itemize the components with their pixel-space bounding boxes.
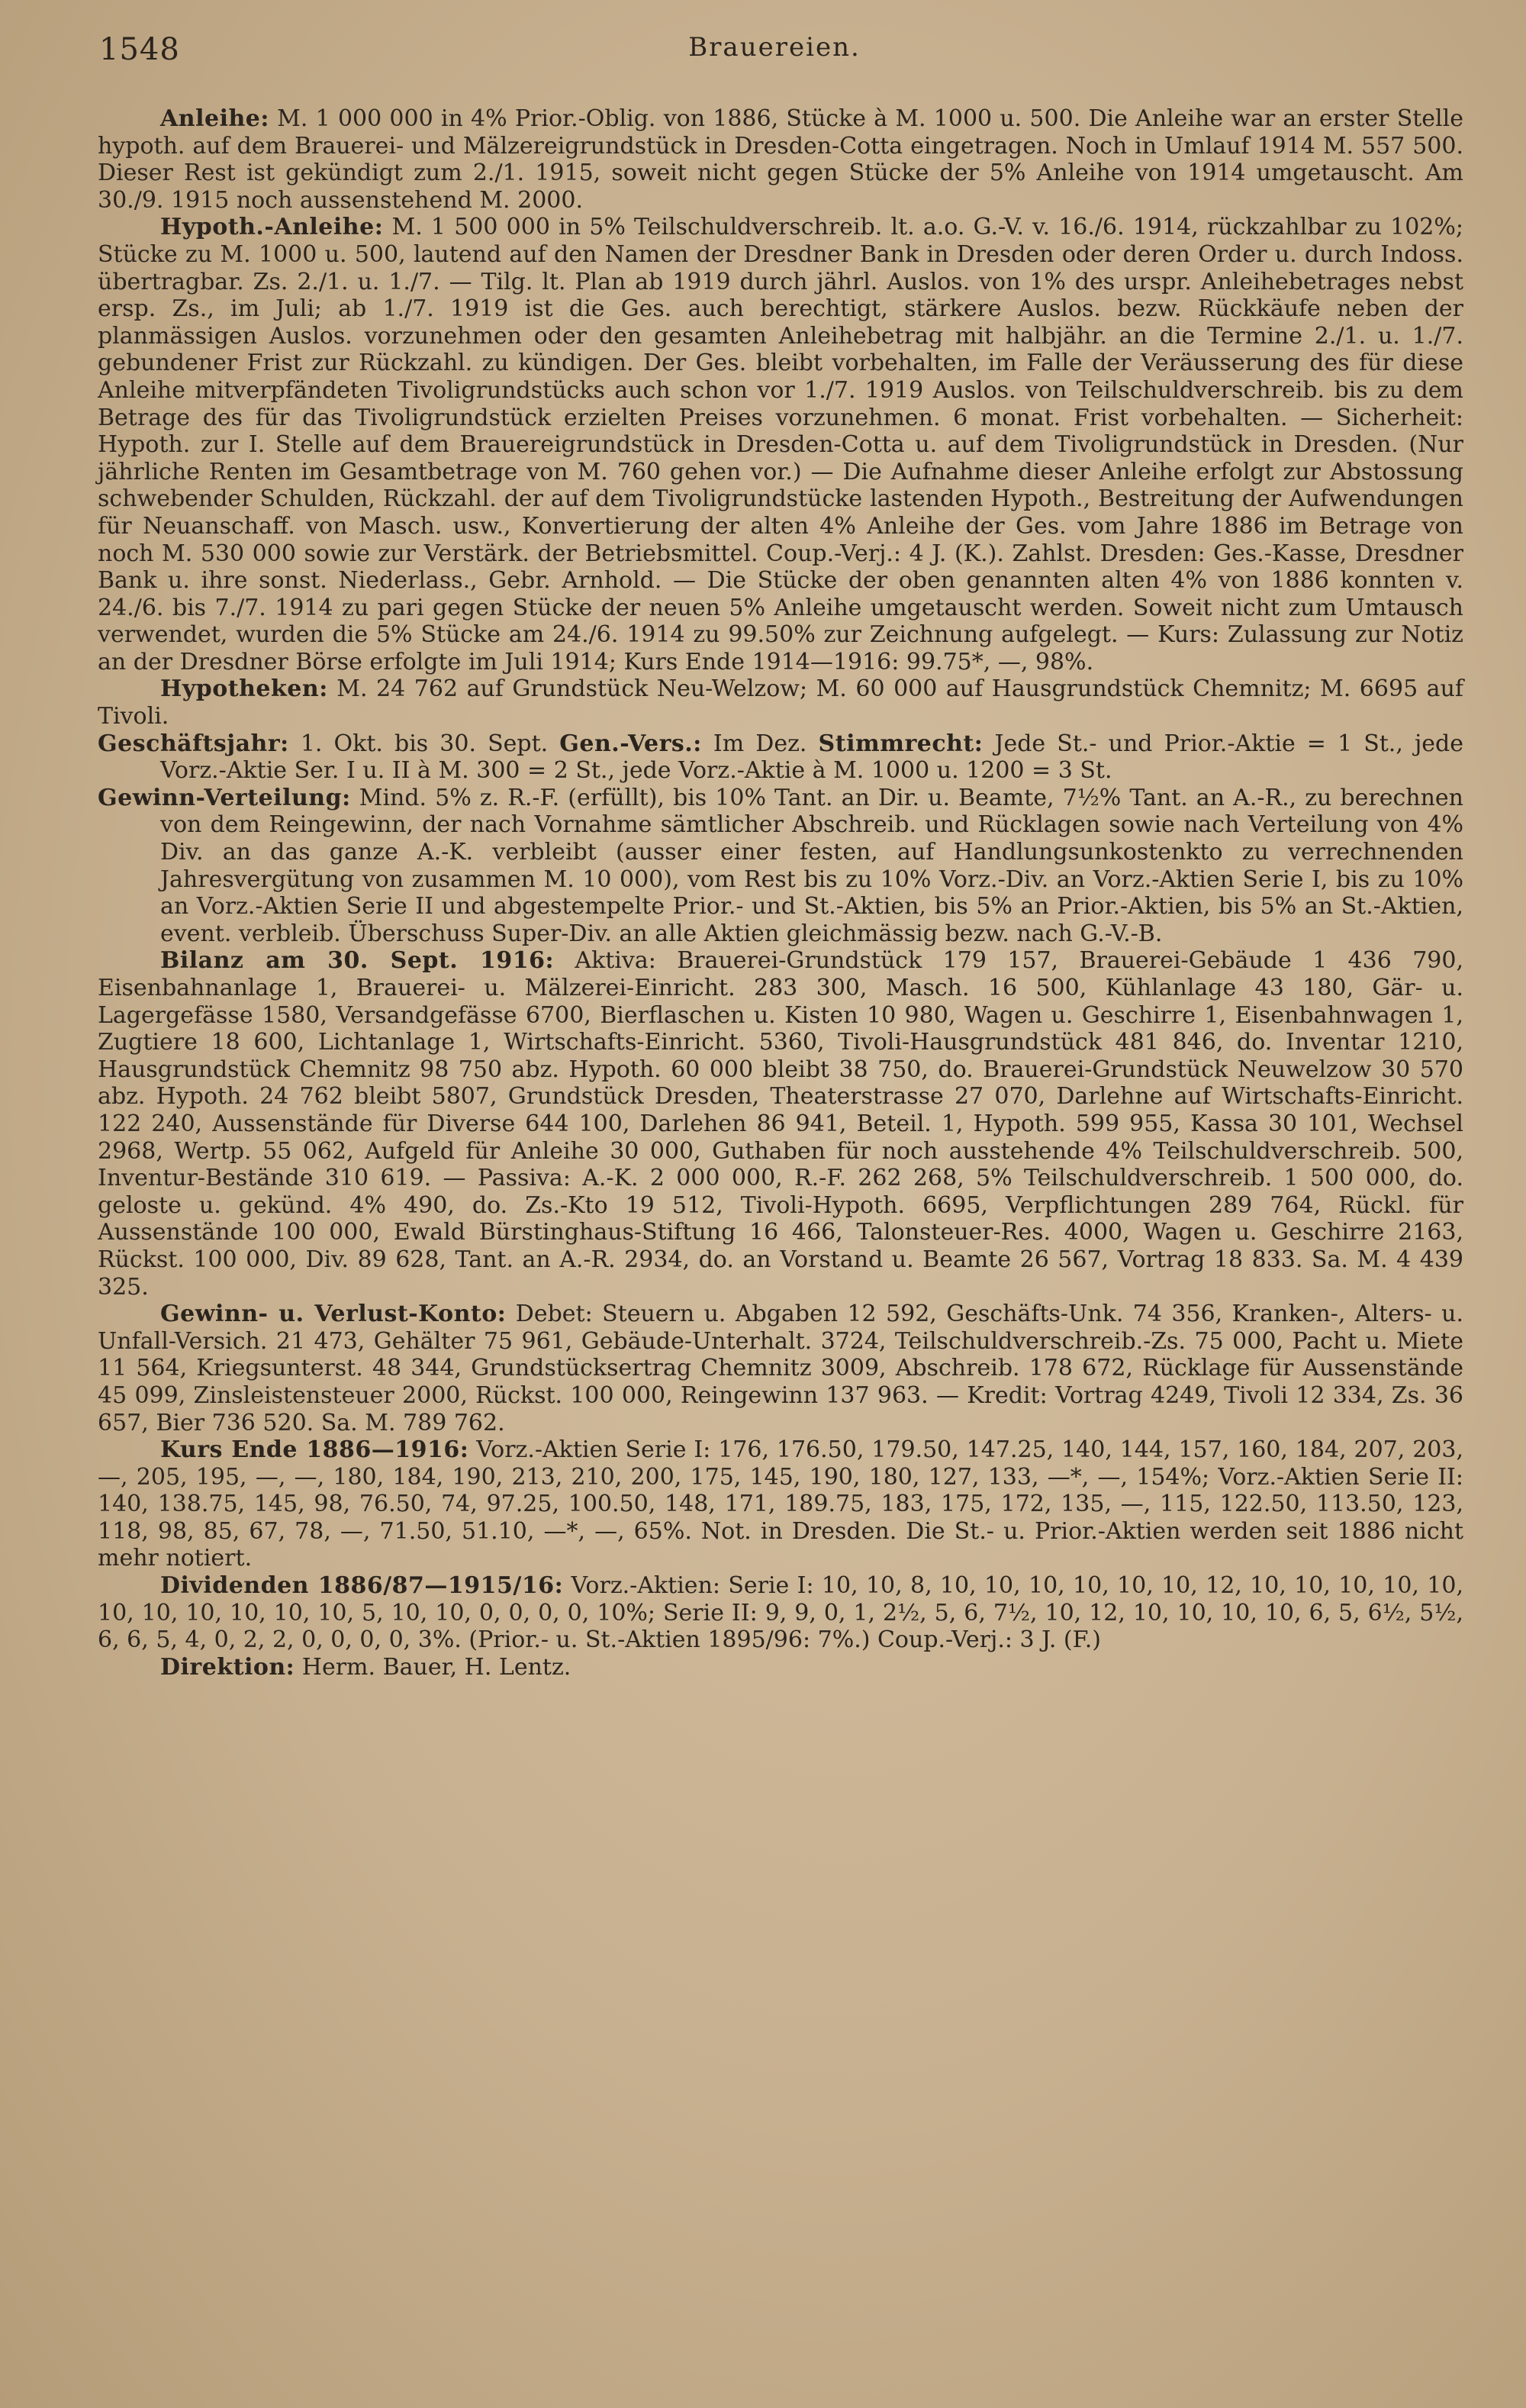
section-anleihe xyxy=(98,105,1463,214)
section-geschaeftsjahr xyxy=(98,730,1463,785)
section-text: Aktiva: Brauerei-Grundstück 179 157, Brauerei-Gebäude 1 436 790, Eisenbahnanlage 1, Brauerei- u. Mälzerei-Einricht. 283 300, Masch. 16 500, Kühlanlage 43 180, Gär- u. Lagergefässe 1580, Versandgefässe 6700, Bierflaschen u. Kisten 10 980, Wagen u. Geschirre 1, Eisenbahnwagen 1, Zugtiere 18 600, Lichtanlage 1, Wirtschafts-Einricht. 5360, Tivoli-Hausgrundstück 481 846, do. Inventar 1210, Hausgrundstück Chemnitz 98 750 abz. Hypoth. 60 000 bleibt 38 750, do. Brauerei-Grundstück Neuwelzow 30 570 abz. Hypoth. 24 762 bleibt 5807, Grundstück Dresden, Theaterstrasse 27 070, Darlehne auf Wirtschafts-Einricht. 122 240, Aussenstände für Diverse 644 100, Darlehen 86 941, Beteil. 1, Hypoth. 599 955, Kassa 30 101, Wechsel 2968, Wertp. 55 062, Aufgeld für Anleihe 30 000, Guthaben für noch ausstehende 4% Teilschuldverschreib. 500, Inventur-Bestände 310 619. — Passiva: A.-K. 2 000 000, R.-F. 262 268, 5% Teilschuldverschreib. 1 500 000, do. geloste u. gekünd. 4% 490, do. Zs.-Kto 19 512, Tivoli-Hypoth. 6695, Verpflichtungen 289 764, Rückl. für Aussenstände 100 000, Ewald Bürstinghaus-Stiftung 16 466, Talonsteuer-Res. 4000, Wagen u. Geschirre 2163, Rückst. 100 000, Div. 89 628, Tant. an A.-R. 2934, do. an Vorstand u. Beamte 26 567, Vortrag 18 833. Sa. M. 4 439 325. xyxy=(98,947,1463,1301)
section-heading: Gewinn- u. Verlust-Konto: xyxy=(160,1301,507,1328)
section-text: 1. Okt. bis 30. Sept. xyxy=(288,730,560,757)
section-text: Vorz.-Aktien Serie I: 176, 176.50, 179.50, 147.25, 140, 144, 157, 160, 184, 207, 203, —, 205, 195, —, —, 180, 184, 190, 213, 210, 200, 175, 145, 190, 180, 127, 133, —*, —, 154%; Vorz.-Aktien Serie II: 140, 138.75, 145, 98, 76.50, 74, 97.25, 100.50, 148, 171, 189.75, 183, 175, 172, 135, —, 115, 122.50, 113.50, 123, 118, 98, 85, 67, 78, —, 71.50, 51.10, —*, —, 65%. Not. in Dresden. Die St.- u. Prior.-Aktien werden seit 1886 nicht mehr notiert. xyxy=(98,1436,1463,1572)
section-heading: Direktion: xyxy=(160,1653,295,1681)
section-heading: Hypoth.-Anleihe: xyxy=(160,214,384,241)
section-gewinn-verteilung xyxy=(98,785,1463,948)
section-heading: Bilanz am 30. Sept. 1916: xyxy=(160,947,555,975)
section-heading: Geschäftsjahr: xyxy=(98,730,289,757)
section-direktion xyxy=(98,1654,1463,1681)
section-text-stimmrecht: Jede St.- und Prior.-Aktie = 1 St., jede Vorz.-Aktie Ser. I u. II à M. 300 = 2 St., jede Vorz.-Aktie à M. 1000 u. 1200 = 3 St. xyxy=(160,730,1463,785)
section-text: Vorz.-Aktien: Serie I: 10, 10, 8, 10, 10, 10, 10, 10, 10, 12, 10, 10, 10, 10, 10, 10, 10, 10, 10, 10, 10, 5, 10, 10, 0, 0, 0, 0, 10%; Serie II: 9, 9, 0, 1, 2½, 5, 6, 7½, 10, 12, 10, 10, 10, 10, 6, 5, 6½, 5½, 6, 6, 5, 4, 0, 2, 2, 0, 0, 0, 0, 3%. (Prior.- u. St.-Aktien 1895/96: 7%.) Coup.-Verj.: 3 J. (F.) xyxy=(98,1572,1463,1654)
section-text: Debet: Steuern u. Abgaben 12 592, Geschäfts-Unk. 74 356, Kranken-, Alters- u. Unfall-Versich. 21 473, Gehälter 75 961, Gebäude-Unterhalt. 3724, Teilschuldverschreib.-Zs. 75 000, Pacht u. Miete 11 564, Kriegsunterst. 48 344, Grundstücksertrag Chemnitz 3009, Abschreib. 178 672, Rücklage für Aussenstände 45 099, Zinsleistensteuer 2000, Rückst. 100 000, Reingewinn 137 963. — Kredit: Vortrag 4249, Tivoli 12 334, Zs. 36 657, Bier 736 520. Sa. M. 789 762. xyxy=(98,1301,1463,1436)
section-text: M. 1 000 000 in 4% Prior.-Oblig. von 1886, Stücke à M. 1000 u. 500. Die Anleihe war an erster Stelle hypoth. auf dem Brauerei- und Mälzereigrundstück in Dresden-Cotta eingetragen. Noch in Umlauf 1914 M. 557 500. Dieser Rest ist gekündigt zum 2./1. 1915, soweit nicht gegen Stücke der 5% Anleihe von 1914 umgetauscht. Am 30./9. 1915 noch aussenstehend M. 2000. xyxy=(98,105,1463,214)
page-header xyxy=(99,32,1450,75)
running-title: Brauereien. xyxy=(688,32,861,63)
section-text: M. 24 762 auf Grundstück Neu-Welzow; M. 60 000 auf Hausgrundstück Chemnitz; M. 6695 auf Tivoli. xyxy=(98,675,1463,730)
page-number: 1548 xyxy=(99,32,180,67)
section-heading: Gewinn-Verteilung: xyxy=(98,784,351,811)
section-subheading-stimmrecht: Stimmrecht: xyxy=(818,730,984,757)
section-kurs xyxy=(98,1436,1463,1572)
section-text: Herm. Bauer, H. Lentz. xyxy=(295,1653,571,1681)
document-body xyxy=(98,105,1463,1681)
section-dividenden xyxy=(98,1572,1463,1654)
section-bilanz xyxy=(98,947,1463,1301)
section-hypotheken xyxy=(98,675,1463,730)
section-gewinn-verlust xyxy=(98,1301,1463,1436)
section-text: Mind. 5% z. R.-F. (erfüllt), bis 10% Tant. an Dir. u. Beamte, 7½% Tant. an A.-R., zu berechnen von dem Reingewinn, der nach Vornahme sämtlicher Abschreib. und Rücklagen sowie nach Verteilung von 4% Div. an das ganze A.-K. verbleibt (ausser einer festen, auf Handlungsunkostenkto zu verrechnenden Jahresvergütung von zusammen M. 10 000), vom Rest bis zu 10% Vorz.-Div. an Vorz.-Aktien Serie I, bis zu 10% an Vorz.-Aktien Serie II und abgestempelte Prior.- und St.-Aktien, bis 5% an Prior.-Aktien, bis 5% an St.-Aktien, event. verbleib. Überschuss Super-Div. an alle Aktien gleichmässig bezw. nach G.-V.-B. xyxy=(160,784,1463,947)
section-text: M. 1 500 000 in 5% Teilschuldverschreib. lt. a.o. G.-V. v. 16./6. 1914, rückzahlbar zu 102%; Stücke zu M. 1000 u. 500, lautend auf den Namen der Dresdner Bank in Dresden oder deren Order u. durch Indoss. übertragbar. Zs. 2./1. u. 1./7. — Tilg. lt. Plan ab 1919 durch jährl. Auslos. von 1% des urspr. Anleihebetrages nebst ersp. Zs., im Juli; ab 1./7. 1919 ist die Ges. auch berechtigt, stärkere Auslos. bezw. Rückkäufe neben der planmässigen Auslos. vorzunehmen oder den gesamten Anleihebetrag mit halbjähr. an die Termine 2./1. u. 1./7. gebundener Frist zur Rückzahl. zu kündigen. Der Ges. bleibt vorbehalten, im Falle der Veräusserung des für diese Anleihe mitverpfändeten Tivoligrundstücks auch schon vor 1./7. 1919 Auslos. von Teilschuldverschreib. bis zu dem Betrage des für das Tivoligrundstück erzielten Preises vorzunehmen. 6 monat. Frist vorbehalten. — Sicherheit: Hypoth. zur I. Stelle auf dem Brauereigrundstück in Dresden-Cotta u. auf dem Tivoligrundstück in Dresden. (Nur jährliche Renten im Gesamtbetrage von M. 760 gehen vor.) — Die Aufnahme dieser Anleihe erfolgt zur Abstossung schwebender Schulden, Rückzahl. der auf dem Tivoligrundstücke lastenden Hypoth., Bestreitung der Aufwendungen für Neuanschaff. von Masch. usw., Konvertierung der alten 4% Anleihe der Ges. vom Jahre 1886 im Betrage von noch M. 530 000 sowie zur Verstärk. der Betriebsmittel. Coup.-Verj.: 4 J. (K.). Zahlst. Dresden: Ges.-Kasse, Dresdner Bank u. ihre sonst. Niederlass., Gebr. Arnhold. — Die Stücke der oben genannten alten 4% von 1886 konnten v. 24./6. bis 7./7. 1914 zu pari gegen Stücke der neuen 5% Anleihe umgetauscht werden. Soweit nicht zum Umtausch verwendet, wurden die 5% Stücke am 24./6. 1914 zu 99.50% zur Zeichnung aufgelegt. — Kurs: Zulassung zur Notiz an der Dresdner Börse erfolgte im Juli 1914; Kurs Ende 1914—1916: 99.75*, —, 98%. xyxy=(98,214,1463,675)
section-subheading-gen-vers: Gen.-Vers.: xyxy=(559,730,702,757)
section-heading: Anleihe: xyxy=(160,105,269,132)
section-heading: Dividenden 1886/87—1915/16: xyxy=(160,1572,564,1600)
section-text-gen-vers: Im Dez. xyxy=(701,730,819,757)
section-heading: Hypotheken: xyxy=(160,675,328,703)
section-heading: Kurs Ende 1886—1916: xyxy=(160,1436,469,1464)
section-hypoth-anleihe xyxy=(98,214,1463,675)
